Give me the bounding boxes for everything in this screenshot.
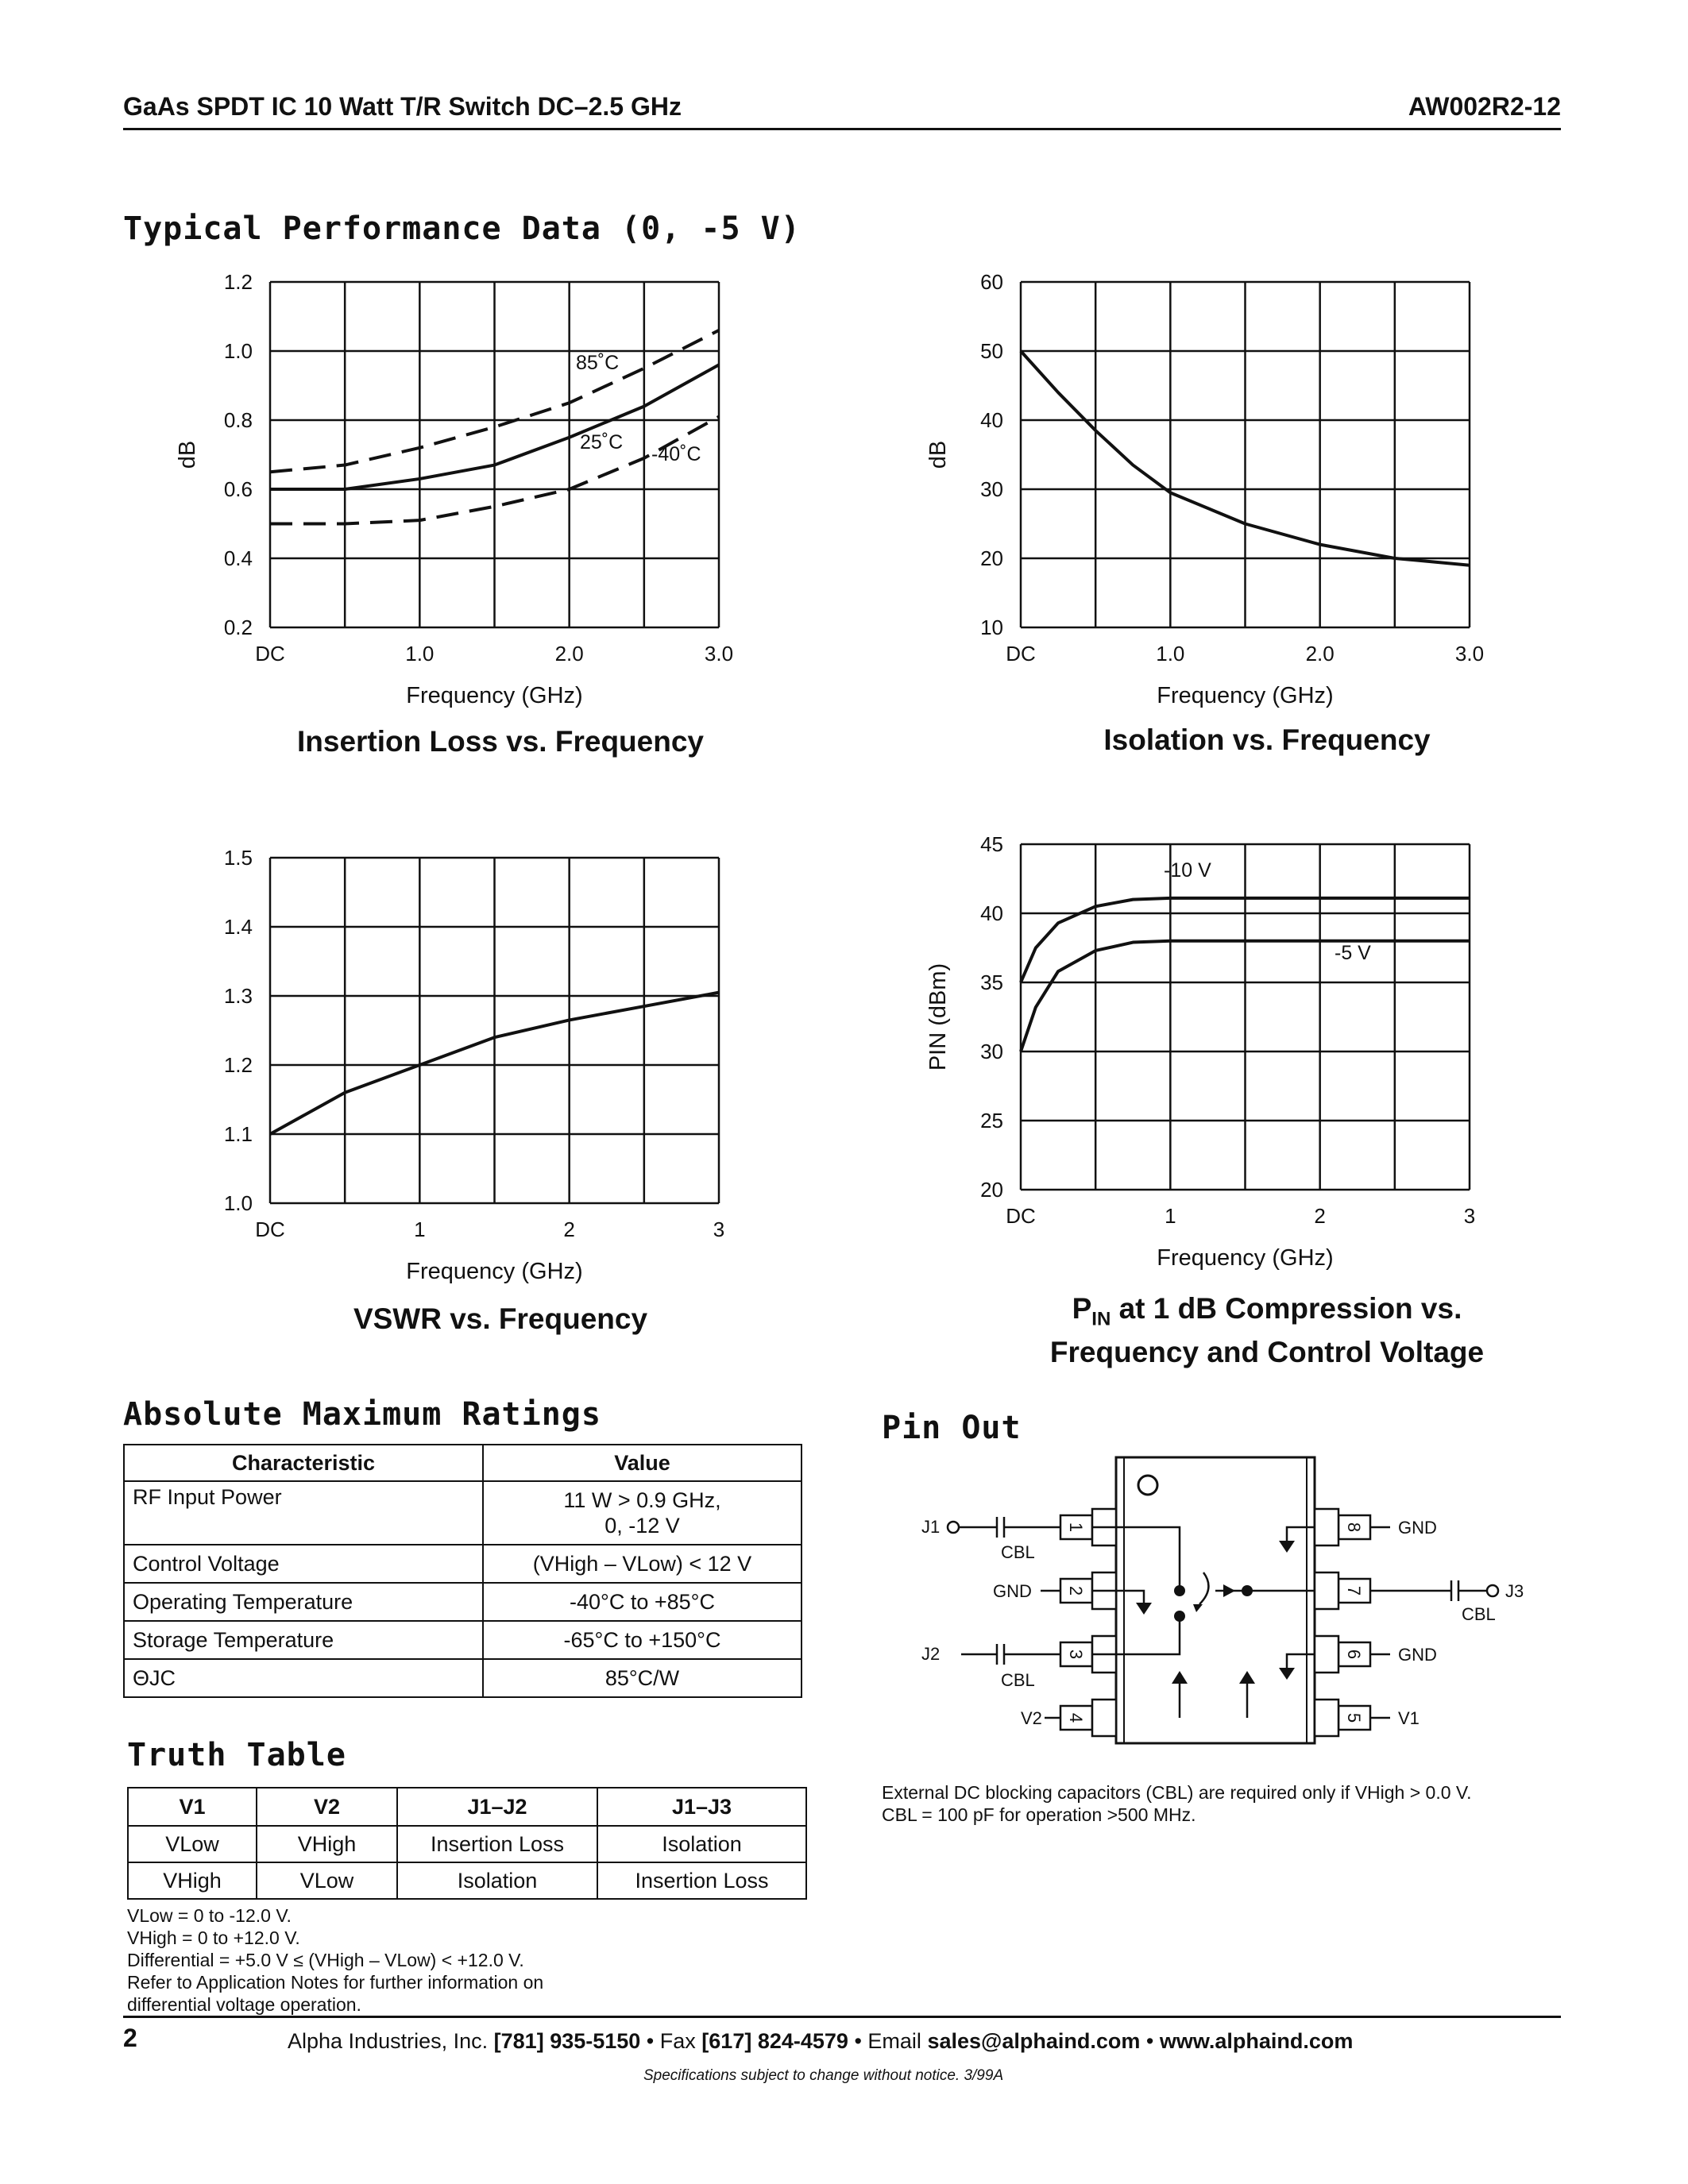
table-row (128, 1862, 806, 1899)
pinout-note-2: CBL = 100 pF for operation >500 MHz. (882, 1804, 1196, 1825)
insertion-loss-title: Insertion Loss vs. Frequency (297, 725, 704, 758)
truth-cell: Isolation (397, 1862, 597, 1899)
truth-cell: Isolation (597, 1826, 806, 1862)
footer-company: Alpha Industries, Inc. (288, 2029, 489, 2053)
j3-terminal (1487, 1585, 1498, 1596)
ratings-header-row (124, 1445, 802, 1481)
header-rule (123, 128, 1561, 130)
pin1-marker (1138, 1476, 1157, 1495)
ratings-header-value: Value (483, 1445, 802, 1481)
ic-body (1116, 1457, 1315, 1743)
y-axis-label: PIN (dBm) (925, 963, 951, 1071)
vswr-chart (159, 846, 794, 1284)
ratings-characteristic: Operating Temperature (124, 1583, 483, 1621)
isolation-chart (921, 270, 1557, 708)
pin-lead-7 (1315, 1572, 1338, 1609)
ratings-value (483, 1481, 802, 1545)
x-tick-label: DC (255, 1217, 285, 1241)
label-gnd-2: GND (993, 1581, 1032, 1601)
series-label: -40˚C (651, 443, 701, 465)
y-tick-label: 45 (980, 832, 1003, 856)
pin-number-6: 6 (1344, 1649, 1364, 1660)
pin-title-line1: at 1 dB Compression vs. (1111, 1292, 1462, 1325)
footer-contact: Alpha Industries, Inc. [781] 935-5150 • Fax [617] 824-4579 • Email sales@alphaind.com • www.alphaind.com (288, 2029, 1354, 2053)
ratings-value: -65°C to +150°C (483, 1621, 802, 1659)
pin-number-7: 7 (1344, 1585, 1364, 1596)
pin-lead-4 (1092, 1700, 1116, 1736)
label-v2: V2 (1021, 1708, 1042, 1728)
truth-note: VLow = 0 to -12.0 V. (127, 1905, 292, 1926)
footer-email[interactable]: sales@alphaind.com (927, 2029, 1141, 2053)
y-tick-label: 1.4 (223, 915, 253, 939)
y-tick-label: 0.4 (223, 546, 253, 570)
j1-terminal (948, 1522, 959, 1533)
part-number: AW002R2-12 (1408, 92, 1561, 121)
pinout-note-1: External DC blocking capacitors (CBL) are required only if VHigh > 0.0 V. (882, 1782, 1472, 1803)
y-tick-label: 30 (980, 1040, 1003, 1063)
x-tick-label: 3.0 (704, 642, 734, 666)
y-tick-label: 30 (980, 477, 1003, 501)
pin-number-1: 1 (1066, 1522, 1086, 1533)
label-j1: J1 (921, 1517, 941, 1537)
ratings-characteristic: RF Input Power (124, 1481, 483, 1545)
pin-number-3: 3 (1066, 1649, 1086, 1660)
ratings-characteristic: ΘJC (124, 1659, 483, 1697)
ratings-header-characteristic: Characteristic (124, 1445, 483, 1481)
y-tick-label: 20 (980, 1178, 1003, 1202)
ratings-value-line1: 11 W > 0.9 GHz, (563, 1488, 721, 1512)
truth-header-v2: V2 (257, 1788, 397, 1826)
ratings-table (123, 1444, 802, 1698)
label-v1: V1 (1398, 1708, 1420, 1728)
x-axis-label: Frequency (GHz) (406, 1259, 583, 1284)
y-tick-label: 1.5 (223, 846, 253, 870)
ratings-value: -40°C to +85°C (483, 1583, 802, 1621)
table-row (124, 1621, 802, 1659)
y-tick-label: 10 (980, 615, 1003, 639)
x-axis-label: Frequency (GHz) (406, 683, 583, 708)
y-tick-label: 35 (980, 970, 1003, 994)
truth-table (127, 1787, 807, 1900)
section-truth-title: Truth Table (127, 1737, 346, 1773)
x-tick-label: 3 (713, 1217, 725, 1241)
ratings-value: 85°C/W (483, 1659, 802, 1697)
table-row (128, 1826, 806, 1862)
pin-number-5: 5 (1344, 1712, 1364, 1723)
footer-phone: [781] 935-5150 (493, 2029, 641, 2053)
insertion-loss-chart (159, 270, 794, 708)
y-tick-label: 25 (980, 1109, 1003, 1133)
pin-number-8: 8 (1344, 1522, 1364, 1533)
truth-header-j1j3: J1–J3 (597, 1788, 806, 1826)
x-tick-label: 3 (1463, 1204, 1476, 1228)
section-performance-title: Typical Performance Data (0, -5 V) (123, 210, 801, 247)
y-axis-label: dB (925, 440, 951, 469)
document-title: GaAs SPDT IC 10 Watt T/R Switch DC–2.5 GHz (123, 92, 682, 121)
truth-cell: VHigh (128, 1862, 257, 1899)
x-tick-label: DC (1006, 642, 1036, 666)
y-tick-label: 1.3 (223, 984, 253, 1008)
x-axis-label: Frequency (GHz) (1157, 1245, 1334, 1271)
x-tick-label: DC (1006, 1204, 1036, 1228)
truth-cell: VLow (128, 1826, 257, 1862)
truth-header-row (128, 1788, 806, 1826)
x-tick-label: 2 (563, 1217, 575, 1241)
truth-header-j1j2: J1–J2 (397, 1788, 597, 1826)
y-axis-label: dB (175, 440, 200, 469)
truth-cell: VHigh (257, 1826, 397, 1862)
y-tick-label: 1.0 (223, 339, 253, 363)
pin-compression-title: $P_{IN}$ at 1 dB Compression vs. Frequency and Control Voltage (1049, 1292, 1485, 1369)
pinout-diagram (874, 1445, 1557, 1763)
x-tick-label: 2.0 (1305, 642, 1335, 666)
truth-note: Refer to Application Notes for further information on (127, 1972, 544, 1993)
footer-rule (123, 2016, 1561, 2018)
y-tick-label: 60 (980, 270, 1003, 294)
section-ratings-title: Absolute Maximum Ratings (123, 1396, 601, 1433)
vswr-title: VSWR vs. Frequency (353, 1302, 648, 1335)
table-row (124, 1583, 802, 1621)
y-tick-label: 1.1 (223, 1122, 253, 1146)
pin-number-4: 4 (1066, 1712, 1086, 1723)
footer-fax: [617] 824-4579 (701, 2029, 848, 2053)
truth-cell: Insertion Loss (397, 1826, 597, 1862)
x-tick-label: DC (255, 642, 285, 666)
y-tick-label: 1.2 (223, 270, 253, 294)
y-tick-label: 20 (980, 546, 1003, 570)
pin-lead-5 (1315, 1700, 1338, 1736)
truth-note: VHigh = 0 to +12.0 V. (127, 1927, 300, 1948)
x-tick-label: 2 (1314, 1204, 1326, 1228)
series-label: -10 V (1164, 859, 1211, 882)
y-tick-label: 40 (980, 901, 1003, 925)
pin-compression-chart (921, 832, 1557, 1271)
y-tick-label: 1.2 (223, 1053, 253, 1077)
isolation-title: Isolation vs. Frequency (1103, 723, 1431, 756)
pin-title-line2: Frequency and Control Voltage (1049, 1336, 1485, 1369)
label-cbl-7: CBL (1462, 1604, 1496, 1624)
label-gnd-6: GND (1398, 1645, 1437, 1665)
footer-disclaimer: Specifications subject to change without notice. 3/99A (643, 2067, 1004, 2084)
truth-cell: VLow (257, 1862, 397, 1899)
y-tick-label: 50 (980, 339, 1003, 363)
y-tick-label: 1.0 (223, 1191, 253, 1215)
ratings-value-line2: 0, -12 V (605, 1514, 680, 1538)
pin-lead-6 (1315, 1636, 1338, 1673)
x-tick-label: 1 (1165, 1204, 1176, 1228)
page-number: 2 (123, 2024, 137, 2052)
table-row (124, 1659, 802, 1697)
footer-fax-label: Fax (659, 2029, 696, 2053)
y-tick-label: 0.8 (223, 408, 253, 432)
x-tick-label: 3.0 (1454, 642, 1485, 666)
series-label: 85˚C (576, 352, 620, 374)
label-cbl-1: CBL (1001, 1542, 1035, 1562)
pin-number-2: 2 (1066, 1585, 1086, 1596)
truth-note: differential voltage operation. (127, 1994, 361, 2015)
ratings-value: (VHigh – VLow) < 12 V (483, 1545, 802, 1583)
pin-title-subscript: IN (1091, 1308, 1111, 1330)
x-tick-label: 1 (414, 1217, 426, 1241)
pin-lead-8 (1315, 1509, 1338, 1545)
label-j2: J2 (921, 1644, 941, 1664)
truth-cell: Insertion Loss (597, 1862, 806, 1899)
y-tick-label: 40 (980, 408, 1003, 432)
x-tick-label: 1.0 (1156, 642, 1185, 666)
truth-notes (127, 1904, 543, 2016)
ratings-characteristic: Storage Temperature (124, 1621, 483, 1659)
truth-header-v1: V1 (128, 1788, 257, 1826)
footer-web[interactable]: www.alphaind.com (1159, 2029, 1354, 2053)
x-tick-label: 2.0 (554, 642, 584, 666)
series-label: 25˚C (580, 431, 624, 453)
series-label: -5 V (1335, 942, 1371, 964)
y-tick-label: 0.6 (223, 477, 253, 501)
y-tick-label: 0.2 (223, 615, 253, 639)
x-tick-label: 1.0 (405, 642, 435, 666)
table-row (124, 1481, 802, 1545)
pinout-notes (882, 1781, 1472, 1826)
label-gnd-8: GND (1398, 1518, 1437, 1538)
table-row (124, 1545, 802, 1583)
truth-note: Differential = +5.0 V ≤ (VHigh – VLow) < +12.0 V. (127, 1950, 524, 1970)
ratings-characteristic: Control Voltage (124, 1545, 483, 1583)
label-j3: J3 (1505, 1581, 1524, 1601)
footer-email-label: Email (867, 2029, 921, 2053)
label-cbl-3: CBL (1001, 1670, 1035, 1690)
section-pinout-title: Pin Out (882, 1410, 1022, 1446)
x-axis-label: Frequency (GHz) (1157, 683, 1334, 708)
